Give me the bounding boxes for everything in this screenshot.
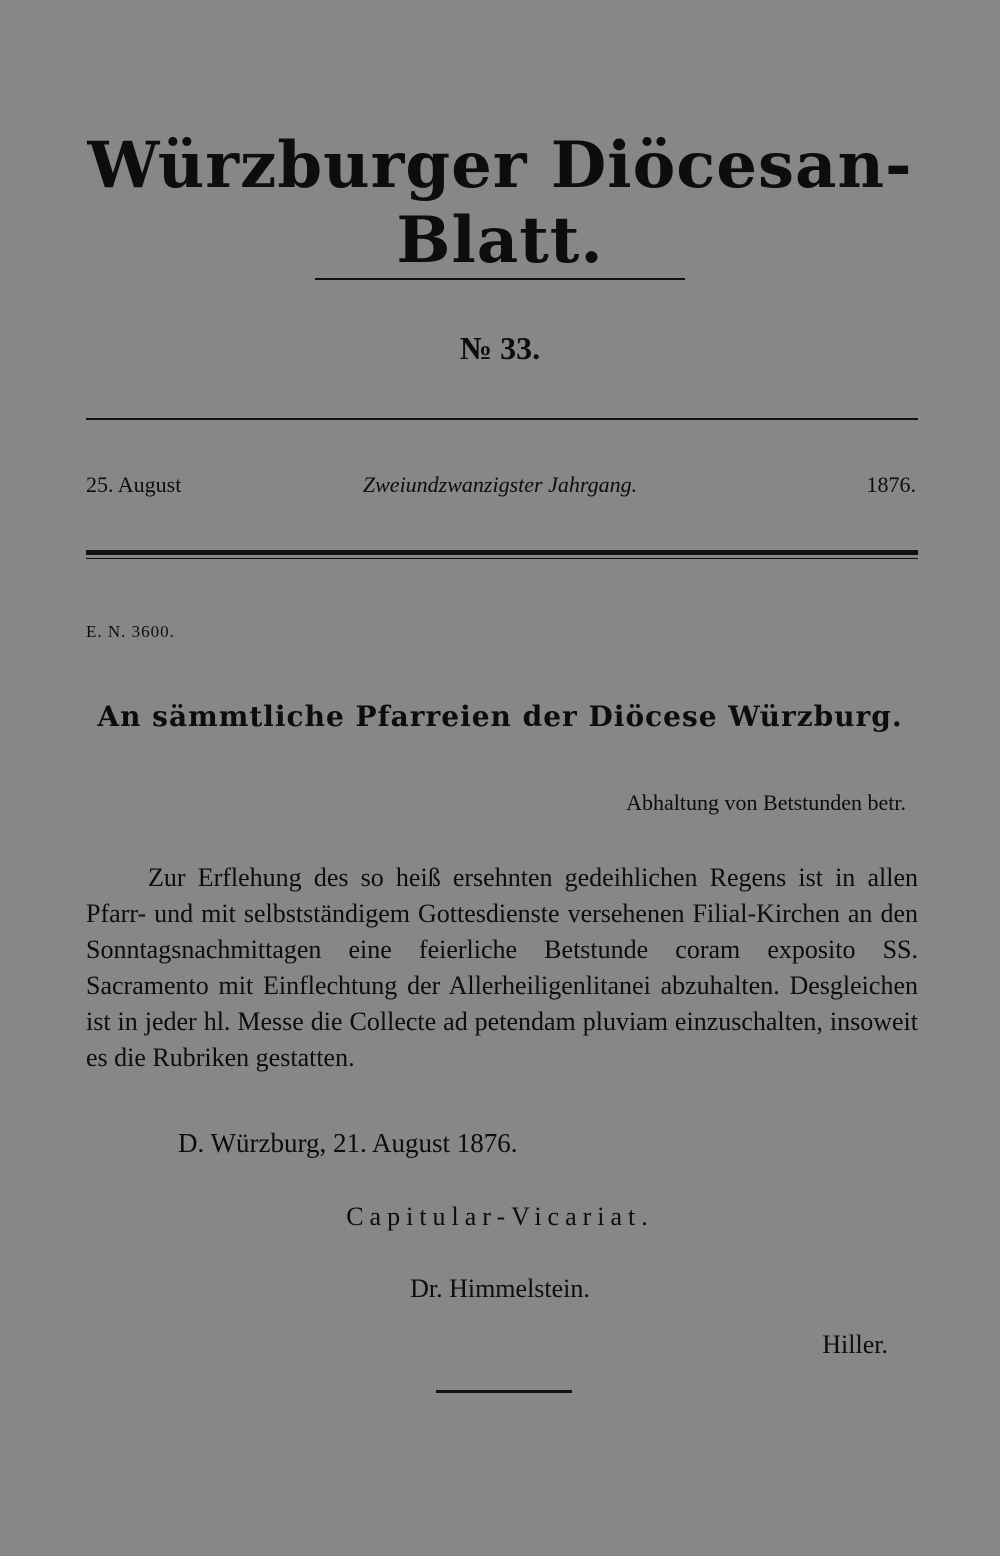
double-rule	[86, 550, 918, 559]
double-rule-thick	[86, 550, 918, 555]
body-paragraph: Zur Erflehung des so heiß ersehnten gedeihlichen Regens ist in allen Pfarr- und mit selbstständigem Gottesdienste versehenen Filial-Kirchen an den Sonntagsnachmittagen eine feierliche Betstunde coram exposito SS. Sacramento mit Einflechtung der Allerheiligenlitanei abzuhalten. Desgleichen ist in jeder hl. Messe die Collecte ad petendam pluviam einzuschalten, insoweit es die Rubriken gestatten.	[86, 863, 918, 1072]
signatory: Dr. Himmelstein.	[410, 1274, 590, 1303]
closing-divider	[436, 1390, 572, 1393]
masthead-divider	[315, 278, 685, 280]
issue-date: 25. August	[86, 472, 182, 497]
notice-heading: An sämmtliche Pfarreien der Diöcese Würzburg.	[97, 700, 903, 733]
reference-number: E. N. 3600.	[86, 622, 175, 641]
double-rule-thin	[86, 558, 918, 559]
issuing-authority: Capitular-Vicariat.	[346, 1202, 654, 1231]
volume-label: Zweiundzwanzigster Jahrgang.	[362, 472, 638, 497]
issue-number: № 33.	[459, 330, 541, 366]
issue-year: 1876.	[866, 472, 916, 497]
secretary: Hiller.	[822, 1330, 888, 1359]
top-rule	[86, 418, 918, 420]
place-date: D. Würzburg, 21. August 1876.	[178, 1128, 518, 1158]
subject-line: Abhaltung von Betstunden betr.	[626, 790, 906, 815]
masthead-title: Würzburger Diöcesan-Blatt.	[87, 128, 913, 278]
